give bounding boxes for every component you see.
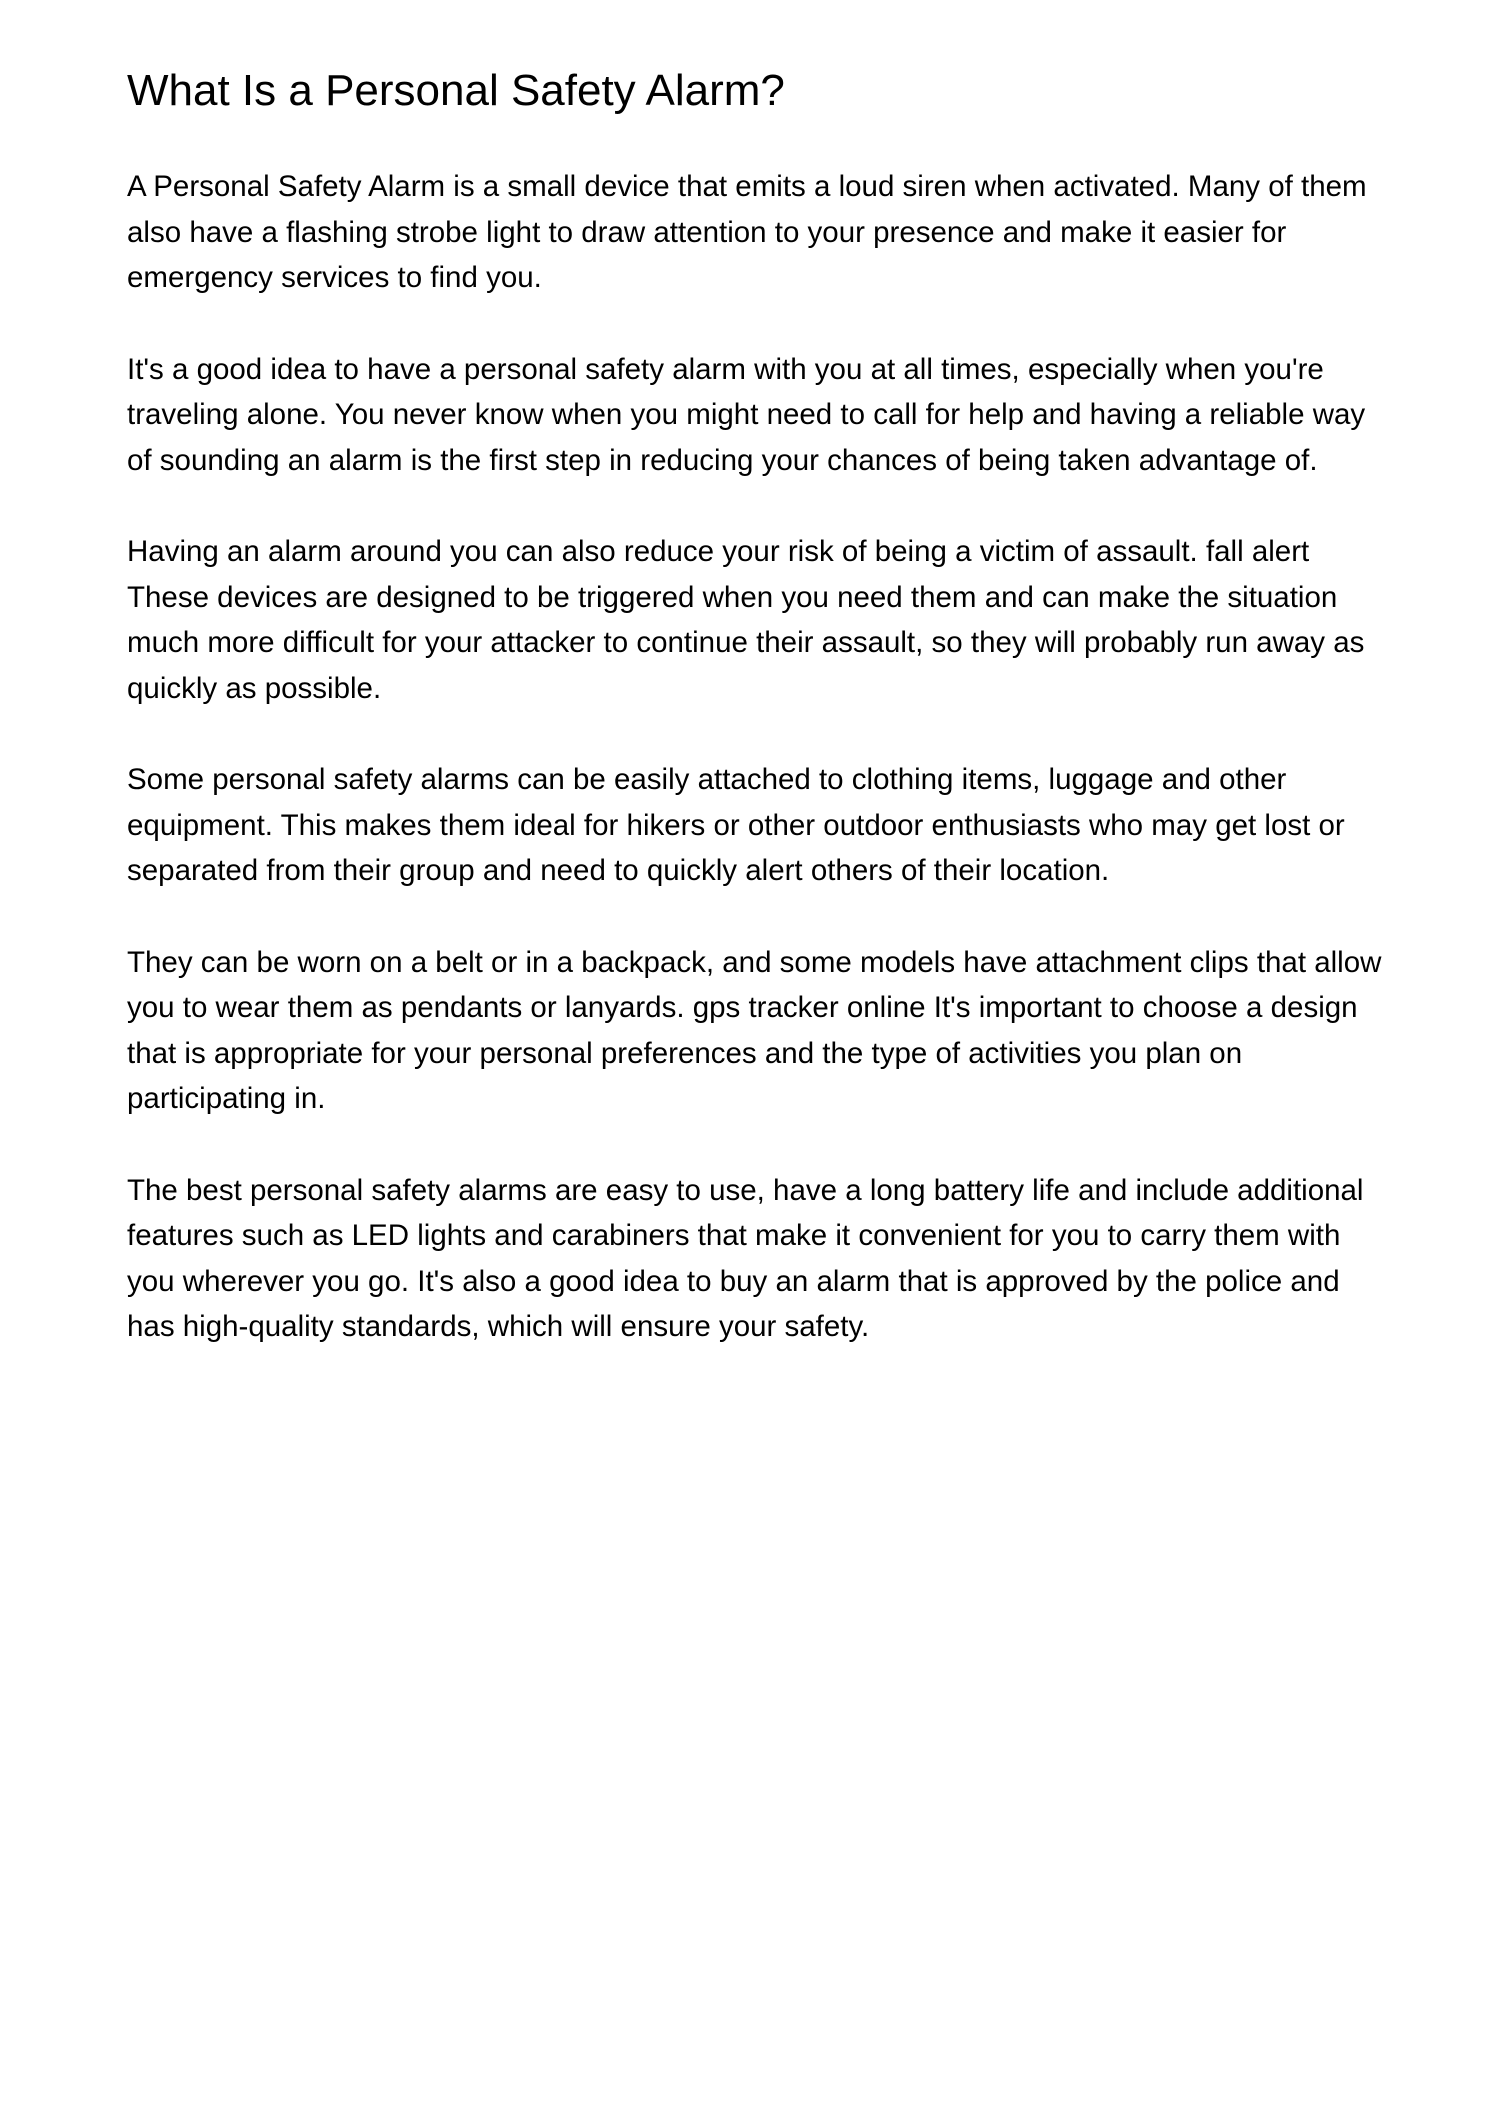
paragraph: Having an alarm around you can also reduce your risk of being a victim of assault. fall alert These devices are designed to be triggered when you need them and can make the situation much more difficult for your attacker to continue their assault, so they will probably run away as quickly as possible. — [127, 535, 1365, 705]
paragraph: It's a good idea to have a personal safety alarm with you at all times, especially when you're traveling alone. You never know when you might need to call for help and having a reliable way of sounding an alarm is the first step in reducing your chances of being taken advantage of. — [127, 352, 1366, 477]
paragraph: Some personal safety alarms can be easily attached to clothing items, luggage and other equipment. This makes them ideal for hikers or other outdoor enthusiasts who may get lost or separated from their group and need to quickly alert others of their location. — [127, 763, 1345, 887]
paragraph: They can be worn on a belt or in a backpack, and some models have attachment clips that allow you to wear them as pendants or lanyards. gps tracker online It's important to choose a design that is appropriate for your personal preferences and the type of activities you plan on participating in. — [127, 945, 1382, 1115]
paragraph: A Personal Safety Alarm is a small device that emits a loud siren when activated. Many of them also have a flashing strobe light to draw attention to your presence and make it easier for emergency services to find you. — [127, 170, 1367, 294]
document-page — [127, 60, 1387, 1396]
document-title: What Is a Personal Safety Alarm? — [127, 66, 785, 115]
paragraph: The best personal safety alarms are easy to use, have a long battery life and include additional features such as LED lights and carabiners that make it convenient for you to carry them with you wherever you go. It's also a good idea to buy an alarm that is approved by the police and has high-quality standards, which will ensure your safety. — [127, 1173, 1364, 1343]
